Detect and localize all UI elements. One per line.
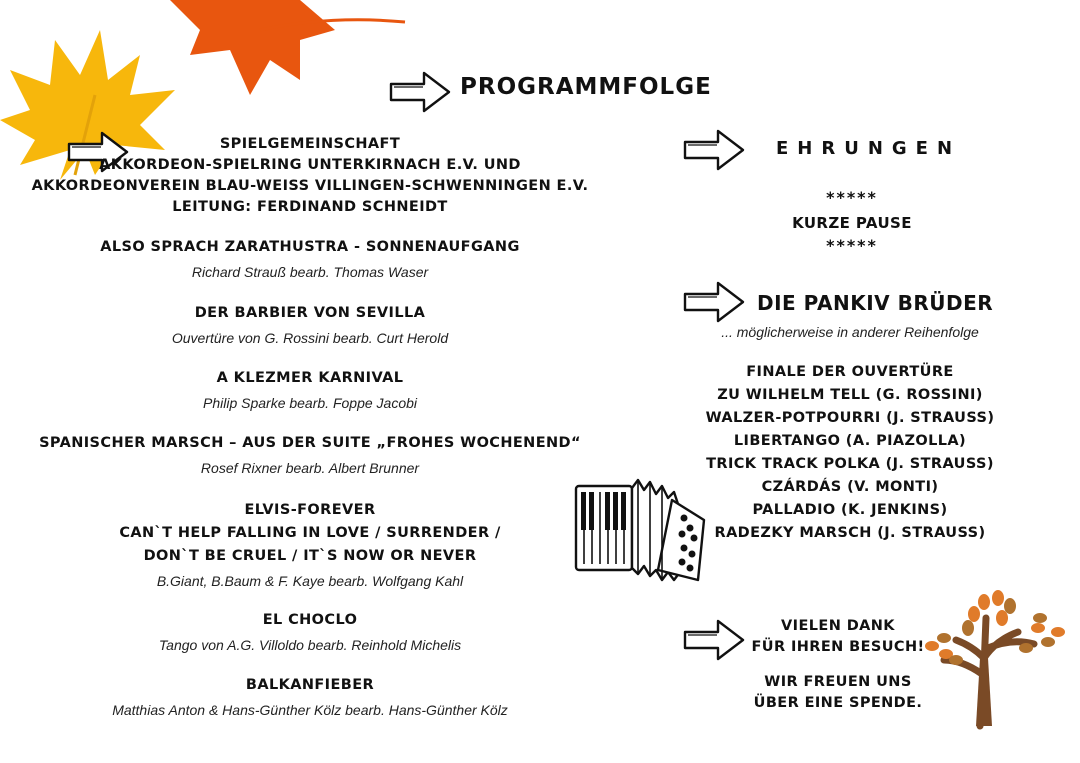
program-item-title: BALKANFIEBER	[245, 677, 375, 693]
page-title: PROGRAMMFOLGE	[460, 74, 712, 100]
intro-line: LEITUNG: FERDINAND SCHNEIDT	[172, 199, 448, 215]
donation-line: WIR FREUEN UNS	[764, 674, 912, 690]
program-item-title: EL CHOCLO	[262, 612, 358, 628]
program-item	[0, 303, 620, 348]
pankiv-item: PALLADIO (K. JENKINS)	[752, 502, 948, 518]
program-item-title: ELVIS-FOREVER	[244, 502, 376, 518]
pankiv-item: TRICK TRACK POLKA (J. STRAUSS)	[706, 456, 994, 472]
pause-label: KURZE PAUSE	[792, 214, 912, 232]
program-item-title: CAN`T HELP FALLING IN LOVE / SURRENDER /	[119, 525, 501, 541]
program-item	[0, 368, 620, 413]
program-item-credit: B.Giant, B.Baum & F. Kaye bearb. Wolfgang Kahl	[156, 573, 464, 589]
pankiv-list	[700, 361, 1000, 545]
pankiv-item: FINALE DER OUVERTÜRE	[746, 364, 954, 380]
program-item-title: DON`T BE CRUEL / IT`S NOW OR NEVER	[143, 548, 477, 564]
accordion-icon	[572, 476, 714, 588]
intro-line: AKKORDEONVEREIN BLAU-WEISS VILLINGEN-SCHWENNINGEN E.V.	[31, 178, 589, 194]
pankiv-note: ... möglicherweise in anderer Reihenfolge	[721, 324, 979, 340]
program-item	[0, 237, 620, 282]
stars-divider: *****	[826, 188, 878, 207]
pankiv-item: RADEZKY MARSCH (J. STRAUSS)	[714, 525, 986, 541]
thanks-line: VIELEN DANK	[781, 618, 895, 634]
maple-leaf-orange-icon	[160, 0, 410, 110]
program-item-credit: Richard Strauß bearb. Thomas Waser	[191, 264, 429, 280]
stars-divider: *****	[826, 236, 878, 255]
intro-line: SPIELGEMEINSCHAFT	[219, 136, 401, 152]
pankiv-item: CZÁRDÁS (V. MONTI)	[761, 479, 939, 495]
arrow-right-icon	[682, 618, 746, 662]
program-item-credit: Matthias Anton & Hans-Günther Kölz bearb. Hans-Günther Kölz	[112, 702, 508, 718]
ehrungen-heading: EHRUNGEN	[776, 138, 962, 159]
arrow-right-icon	[682, 128, 746, 172]
program-item-credit: Tango von A.G. Villoldo bearb. Reinhold Michelis	[158, 637, 462, 653]
program-item-title: A KLEZMER KARNIVAL	[216, 370, 404, 386]
thanks-line: FÜR IHREN BESUCH!	[751, 639, 925, 655]
donation-line: ÜBER EINE SPENDE.	[753, 695, 923, 711]
pankiv-item: ZU WILHELM TELL (G. ROSSINI)	[717, 387, 983, 403]
program-item	[0, 499, 620, 591]
autumn-tree-icon	[922, 588, 1072, 730]
program-item	[0, 433, 620, 478]
program-item-title: ALSO SPRACH ZARATHUSTRA - SONNENAUFGANG	[100, 239, 520, 255]
program-item	[0, 675, 620, 720]
program-item-credit: Rosef Rixner bearb. Albert Brunner	[200, 460, 420, 476]
pankiv-heading: DIE PANKIV BRÜDER	[757, 291, 994, 315]
pankiv-item: LIBERTANGO (A. PIAZOLLA)	[733, 433, 967, 449]
pause-block	[752, 188, 952, 255]
thanks-block	[748, 616, 928, 714]
pankiv-item: WALZER-POTPOURRI (J. STRAUSS)	[705, 410, 995, 426]
program-item	[0, 610, 620, 655]
intro-line: AKKORDEON-SPIELRING UNTERKIRNACH E.V. UND	[99, 157, 521, 173]
program-item-credit: Philip Sparke bearb. Foppe Jacobi	[202, 395, 418, 411]
arrow-right-icon	[682, 280, 746, 324]
program-item-credit: Ouvertüre von G. Rossini bearb. Curt Herold	[171, 330, 449, 346]
ensemble-intro	[0, 134, 620, 218]
program-item-title: SPANISCHER MARSCH – AUS DER SUITE „FROHES WOCHENEND“	[39, 435, 581, 451]
arrow-right-icon	[388, 70, 452, 114]
program-item-title: DER BARBIER VON SEVILLA	[194, 305, 426, 321]
